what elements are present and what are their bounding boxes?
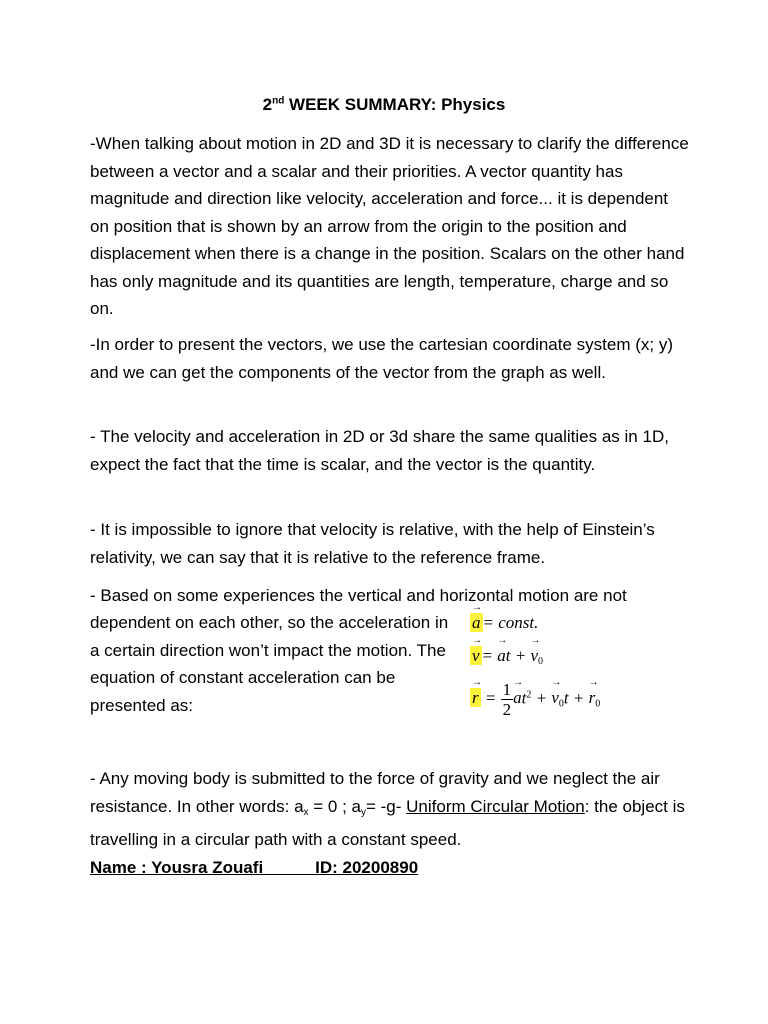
eq3-sub0-v: 0 <box>558 698 564 710</box>
paragraph-cartesian: -In order to present the vectors, we use the cartesian coordinate system (x; y) and we can get the components of the vector from the graph as well. <box>90 335 673 382</box>
p6-sub-y: y <box>361 806 366 818</box>
title-ordinal-suffix: nd <box>272 95 285 107</box>
eq2-equals: = <box>481 646 498 665</box>
eq2-t: t + <box>505 646 531 665</box>
paragraph-gravity <box>90 765 690 854</box>
vector-a: → a <box>472 613 481 633</box>
eq3-squared: 2 <box>526 689 532 701</box>
p6-end: : the object is travelling in a circular path with a constant speed. <box>90 796 685 849</box>
author-id-line: Name : Yousra Zouafi ID: 20200890 <box>90 858 419 877</box>
title-text: WEEK SUMMARY: Physics <box>284 95 506 114</box>
fraction-denominator: 2 <box>502 700 512 719</box>
eq3-t-plus: t + <box>563 688 589 708</box>
equation-acceleration-const <box>470 613 538 633</box>
eq2-vector-v0: → v <box>530 646 538 666</box>
eq3-sub0-r: 0 <box>595 698 601 710</box>
eq3-vector-r0: → r <box>589 688 596 708</box>
p6-sub-x: x <box>303 806 309 818</box>
eq3-t: t <box>521 688 527 708</box>
eq3-vector-a: → a <box>513 688 522 708</box>
p6-mid2: = -g- <box>366 796 407 816</box>
uniform-circular-motion-term: Uniform Circular Motion <box>406 796 585 816</box>
paragraph-motion-line1: - Based on some experiences the vertical and horizontal motion are not <box>90 586 627 605</box>
paragraph-velocity-acceleration: - The velocity and acceleration in 2D or 3d share the same qualities as in 1D, expect the fact that the time is scalar, and the vector is the quantity. <box>90 427 669 474</box>
eq3-vector-v0: → v <box>551 688 559 708</box>
paragraph-vectors-scalars: -When talking about motion in 2D and 3D it is necessary to clarify the difference between a vector and a scalar and their priorities. A vector quantity has magnitude and direction like velocity, acceleration and force... it is dependent on position that is shown by an arrow from the origin to the position and displacement when there is a change in the position. Scalars on the other hand has only magnitude and its quantities are length, temperature, charge and so on. <box>90 134 689 318</box>
vector-v: → v <box>472 646 480 666</box>
page-title <box>0 95 768 115</box>
p6-start: - Any moving body is submitted to the force of gravity and we neglect the air resistance. In other words: a <box>90 769 660 816</box>
equation-position <box>470 680 600 719</box>
eq1-rhs: = const. <box>482 613 539 632</box>
title-ordinal: 2 <box>262 95 273 114</box>
eq2-vector-a: → a <box>497 646 506 666</box>
p6-mid1: = 0 ; a <box>308 796 361 816</box>
paragraph-relativity: - It is impossible to ignore that velocity is relative, with the help of Einstein’s relativity, we can say that it is relative to the reference frame. <box>90 520 655 567</box>
fraction-numerator: 1 <box>502 680 512 699</box>
eq3-plus: + <box>531 688 552 708</box>
paragraph-motion-rest: dependent on each other, so the acceleration in a certain direction won’t impact the motion. The equation of constant acceleration can be presented as: <box>90 613 449 715</box>
equation-velocity <box>470 646 543 667</box>
eq3-equals: = <box>480 688 501 708</box>
vector-r: → r <box>472 688 479 708</box>
fraction-one-half <box>501 680 514 719</box>
eq2-sub0: 0 <box>538 656 544 667</box>
